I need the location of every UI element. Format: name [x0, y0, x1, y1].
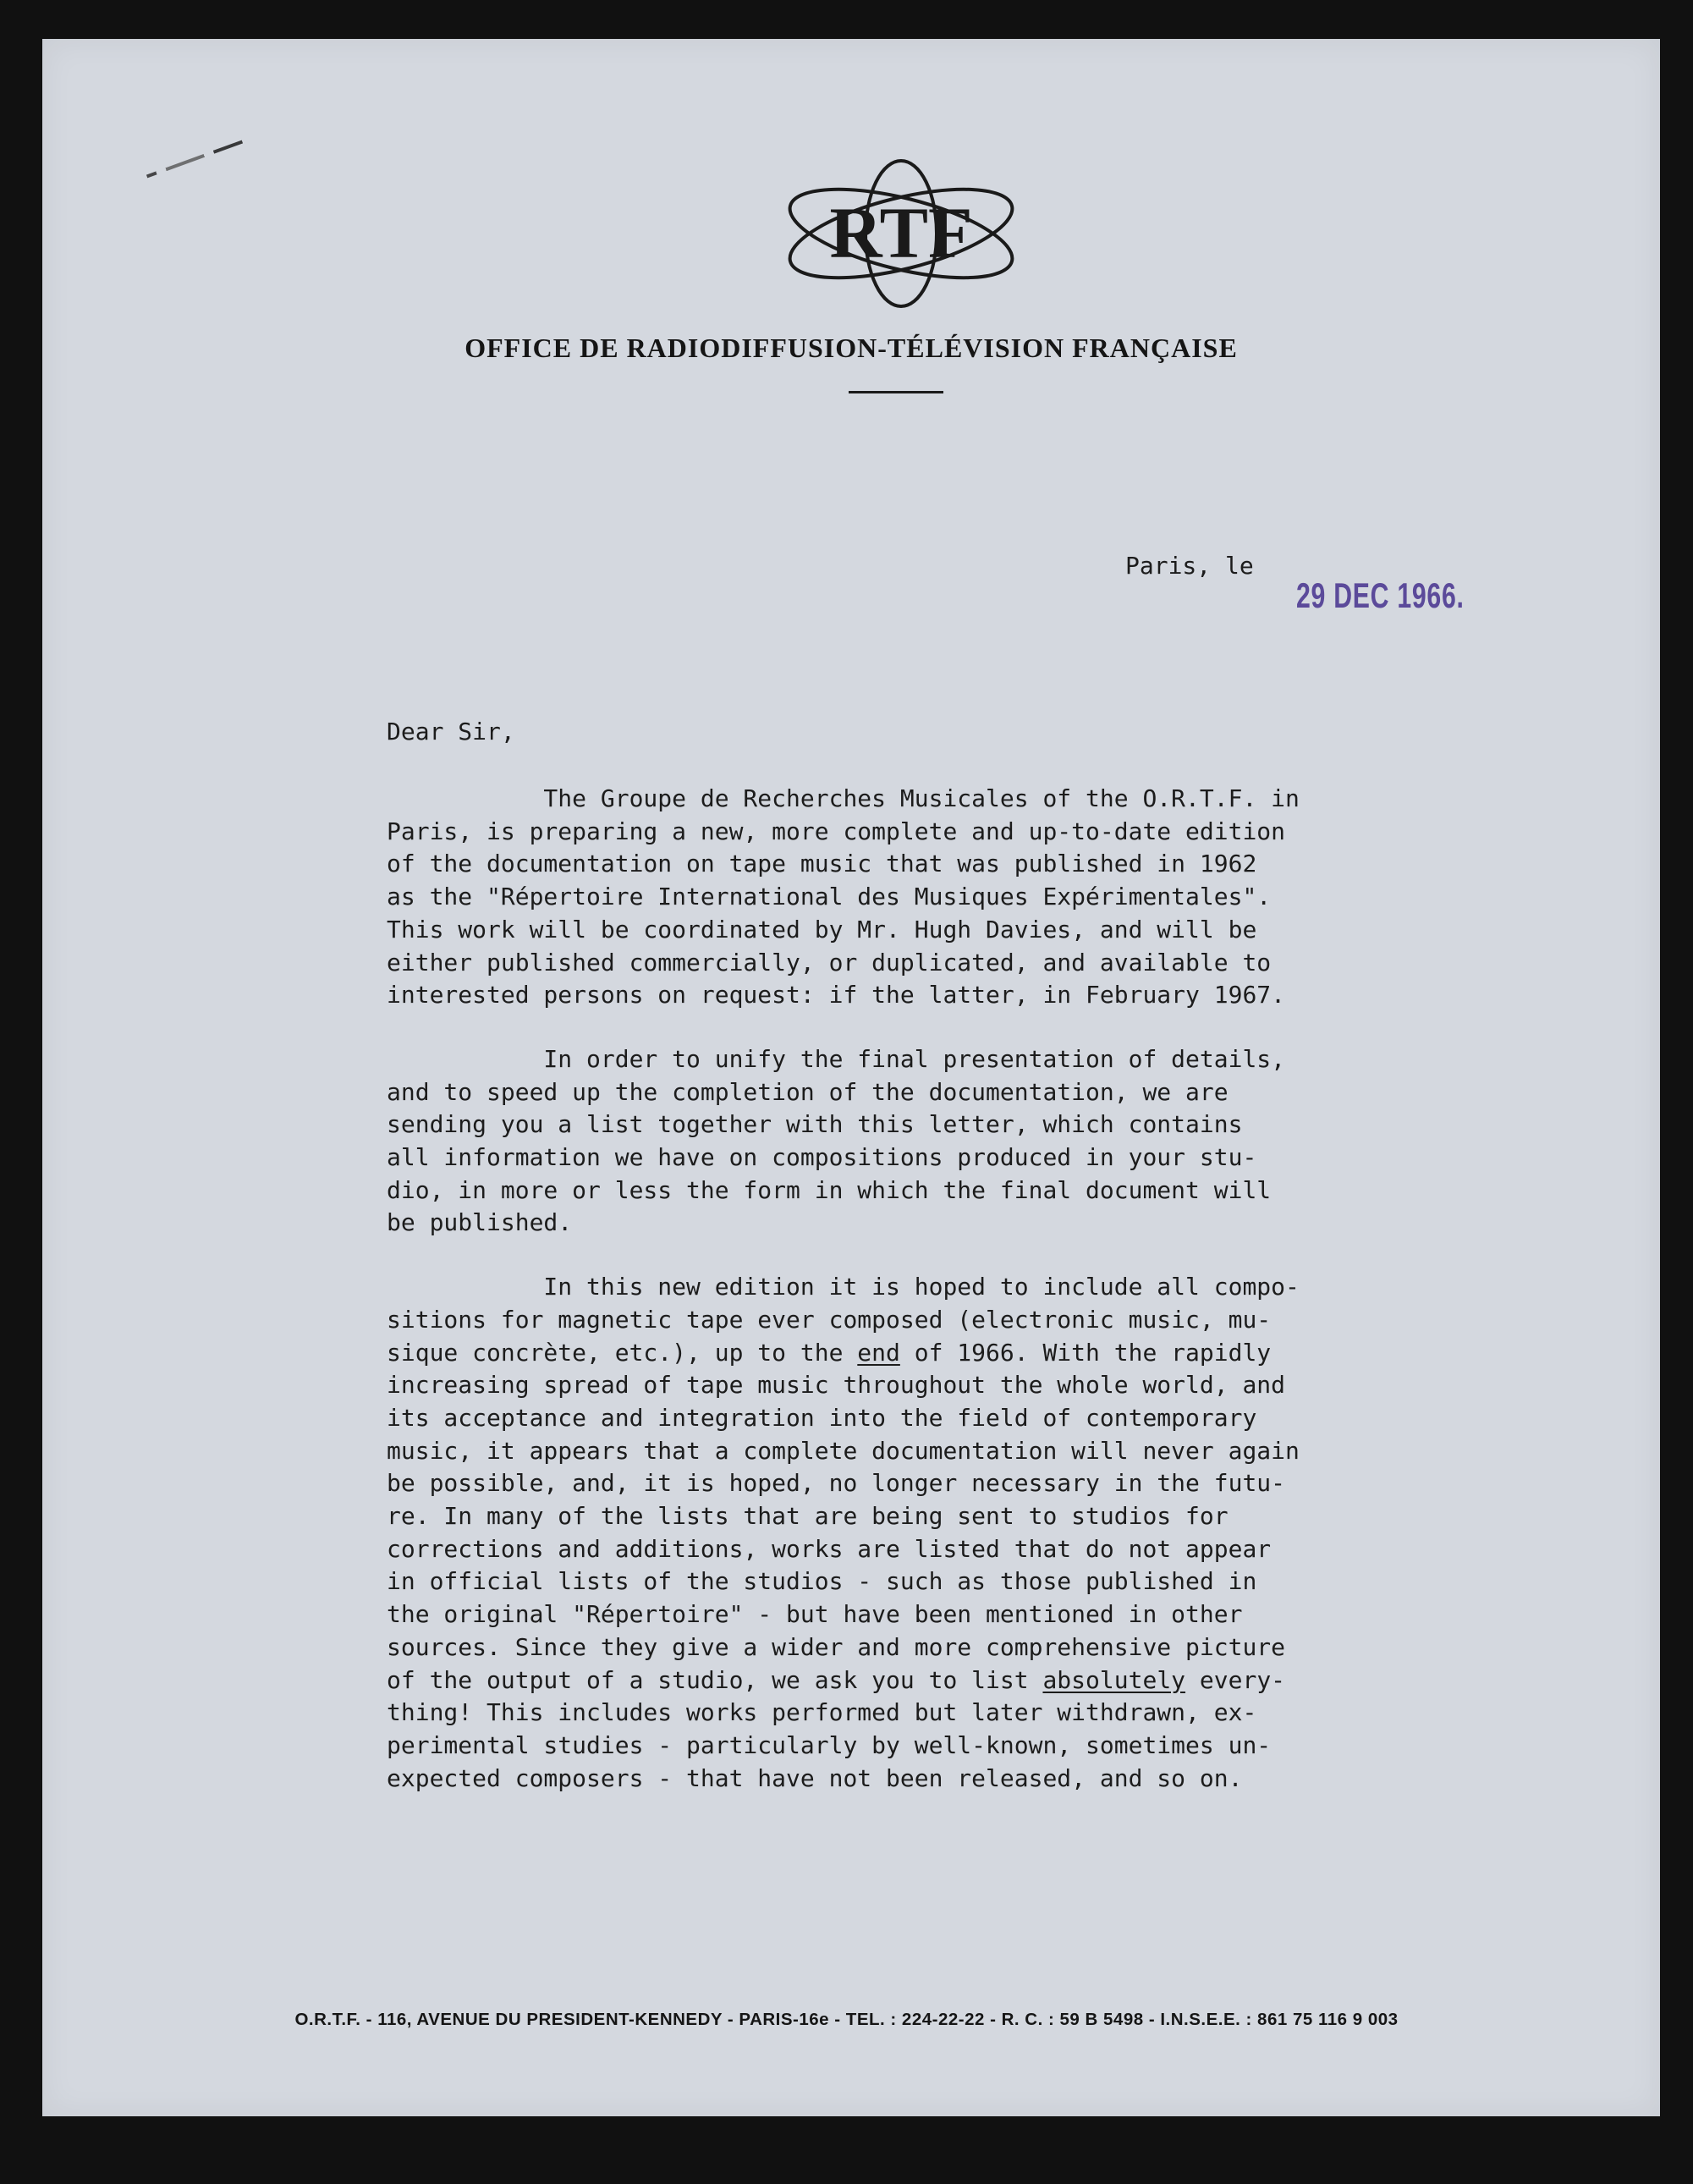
date-stamp: 29 DEC 1966. [1296, 575, 1465, 615]
text-line: in official lists of the studios - such as those published in [387, 1567, 1257, 1596]
text-line: as the "Répertoire International des Musiques Expérimentales". [387, 883, 1272, 911]
text-line: and to speed up the completion of the documentation, we are [387, 1077, 1229, 1106]
text-line: This work will be coordinated by Mr. Hugh Davies, and will be [387, 915, 1257, 943]
text-line: all information we have on compositions produced in your stu- [387, 1143, 1257, 1172]
organization-name: OFFICE DE RADIODIFFUSION-TÉLÉVISION FRANÇAISE [464, 333, 1238, 363]
text-line: re. In many of the lists that are being sent to studios for [387, 1502, 1229, 1531]
ink-speck [146, 140, 243, 179]
text-line-part: sique concrète, etc.), up to the [387, 1338, 858, 1367]
text-line: dio, in more or less the form in which the final document will [387, 1175, 1272, 1204]
letterhead-rule [849, 391, 943, 393]
text-line: thing! This includes works performed but later withdrawn, ex- [387, 1698, 1257, 1727]
text-line: In order to unify the final presentation of details, [387, 1044, 1286, 1073]
text-line: be possible, and, it is hoped, no longer necessary in the futu- [387, 1469, 1286, 1498]
letter-body [387, 783, 1368, 1826]
underlined-word: absolutely [1042, 1665, 1186, 1694]
logo-text: RTF [829, 192, 973, 273]
text-line: sitions for magnetic tape ever composed (electronic music, mu- [387, 1305, 1272, 1334]
text-line: sources. Since they give a wider and more comprehensive picture [387, 1632, 1286, 1661]
text-line: sending you a list together with this letter, which contains [387, 1110, 1243, 1139]
text-line: be published. [387, 1208, 573, 1237]
text-line: music, it appears that a complete documentation will never again [387, 1436, 1300, 1465]
text-line: Paris, is preparing a new, more complete and up-to-date edition [387, 817, 1286, 845]
dateline-place: Paris, le [1125, 552, 1254, 580]
text-line: either published commercially, or duplicated, and available to [387, 948, 1272, 976]
letterhead-footer: O.R.T.F. - 116, AVENUE DU PRESIDENT-KENNEDY - PARIS-16e - TEL. : 224-22-22 - R. C. : 59 B 5498 - I.N.S.E.E. : 861 75 116 9 003 [294, 2010, 1399, 2029]
underlined-word: end [857, 1338, 900, 1367]
paragraph-2 [387, 1043, 1368, 1240]
text-line: of the documentation on tape music that was published in 1962 [387, 850, 1257, 878]
text-line: In this new edition it is hoped to include all compo- [387, 1273, 1300, 1301]
salutation: Dear Sir, [387, 718, 515, 745]
text-line: interested persons on request: if the latter, in February 1967. [387, 981, 1286, 1009]
paragraph-1 [387, 783, 1368, 1012]
text-line: the original "Répertoire" - but have been mentioned in other [387, 1600, 1243, 1629]
paragraph-3 [387, 1271, 1368, 1795]
text-line: The Groupe de Recherches Musicales of the O.R.T.F. in [387, 784, 1300, 812]
text-line: perimental studies - particularly by well-known, sometimes un- [387, 1730, 1272, 1759]
text-line: its acceptance and integration into the field of contemporary [387, 1403, 1257, 1432]
rtf-logo [778, 157, 1024, 310]
text-line-part: every- [1185, 1665, 1286, 1694]
text-line: expected composers - that have not been released, and so on. [387, 1763, 1243, 1792]
text-line: increasing spread of tape music throughout the whole world, and [387, 1371, 1286, 1400]
text-line-part: of 1966. With the rapidly [899, 1338, 1272, 1367]
text-line: corrections and additions, works are listed that do not appear [387, 1534, 1272, 1563]
text-line-part: of the output of a studio, we ask you to list [387, 1665, 1043, 1694]
